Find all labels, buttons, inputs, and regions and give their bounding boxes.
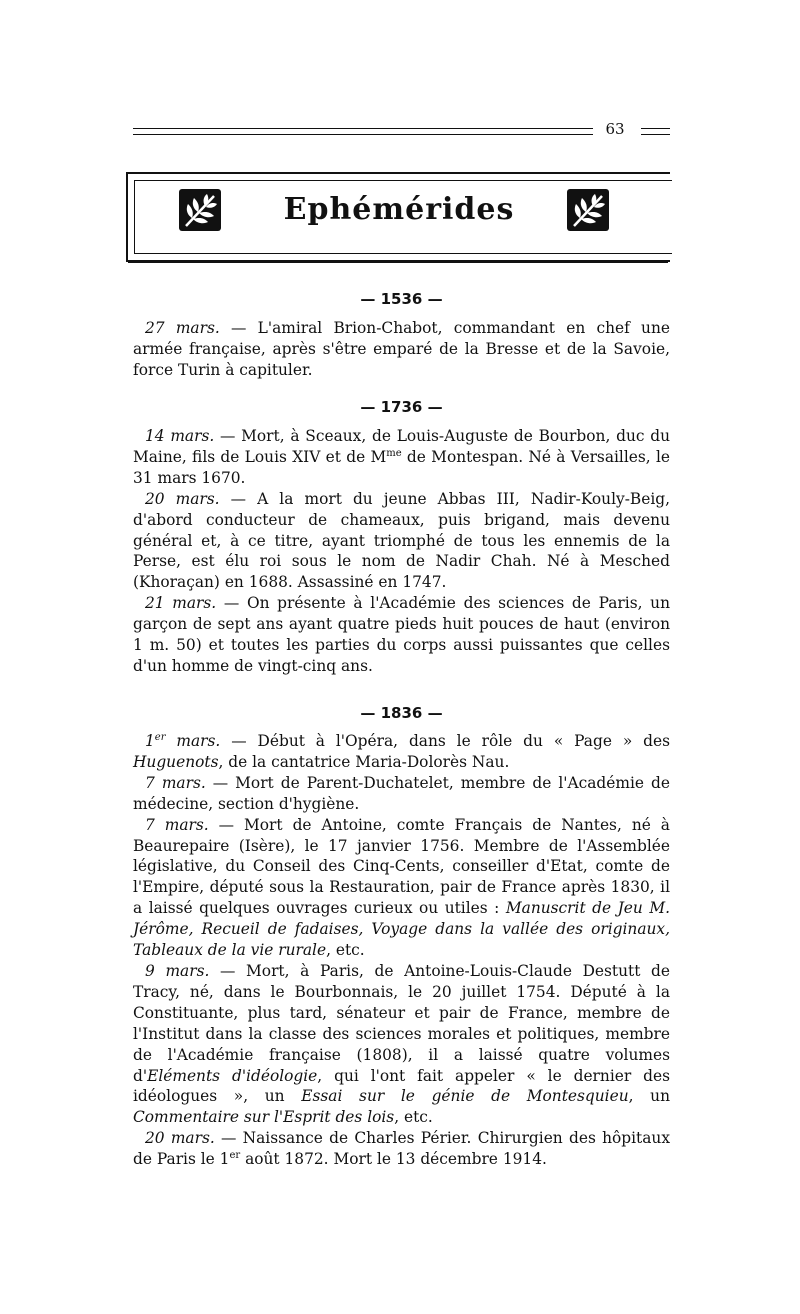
section-1736	[133, 426, 670, 677]
work-title: Commentaire sur l'Esprit des lois	[133, 1108, 395, 1127]
work-title: Huguenots	[133, 752, 219, 771]
entry-date: 14 mars.	[145, 427, 215, 445]
entry-text: , etc.	[326, 941, 365, 960]
entry-text: de Montespan. Né à Versailles, le 31 mars 1670.	[133, 447, 670, 487]
entry-text: , de la cantatrice Maria-Dolorès Nau.	[218, 752, 510, 771]
entry	[133, 731, 670, 773]
page-title: Ephémérides	[283, 192, 515, 227]
entry-text: — Naissance de Charles Périer. Chirurgien des hôpitaux de Paris le 1	[133, 1129, 670, 1169]
year-heading: — 1736 —	[360, 398, 443, 416]
section-1836	[133, 731, 670, 1170]
entry-date: 20 mars.	[145, 1129, 215, 1148]
entry-text: — Mort de Antoine, comte Français de Nantes, né à Beaurepaire (Isère), le 17 janvier 1756. Membre de l'Assemblée législative, du Conseil des Cinq-Cents, conseiller d'Etat, comte de l'Empire, député sous la Restauration, pair de France après 1830, il a laissé quelques ouvrages curieux ou utiles :	[133, 815, 670, 918]
entry-date: 9 mars.	[145, 961, 210, 980]
entry-text: — Mort, à Sceaux, de Louis-Auguste de Bourbon, duc du Maine, fils de Louis XIV et de M	[133, 427, 670, 466]
entry-date: 7 mars.	[145, 773, 206, 792]
entry-date: 20 mars.	[145, 489, 220, 508]
entry-date: 7 mars.	[145, 815, 209, 834]
entry	[133, 815, 670, 961]
entry	[133, 426, 670, 489]
section-1536	[133, 318, 670, 381]
banner-underline	[128, 262, 668, 263]
entry-text: — On présente à l'Académie des sciences de Paris, un garçon de sept ans ayant quatre pieds huit pouces de haut (environ 1 m. 50) et toutes les parties du corps aussi puissantes que celles d'un homme de vingt-cinq ans.	[133, 594, 670, 675]
entry-date: 27 mars.	[145, 319, 220, 337]
entry-text: — Mort de Parent-Duchatelet, membre de l'Académie de médecine, section d'hygiène.	[133, 773, 670, 813]
entry-date: 1er mars.	[145, 731, 221, 750]
header-rule	[133, 126, 670, 146]
year-heading: — 1536 —	[360, 290, 443, 308]
year-heading: — 1836 —	[360, 704, 443, 722]
entry-superscript: er	[229, 1150, 241, 1161]
entry	[133, 489, 670, 594]
entry-text: , etc.	[394, 1108, 433, 1127]
entry-text: — L'amiral Brion-Chabot, commandant en chef une armée française, après s'être emparé de la Bresse et de la Savoie, force Turin à capituler.	[133, 319, 670, 379]
entry-date: 21 mars.	[145, 594, 217, 613]
work-title: Manuscrit de Jeu M. Jérôme, Recueil de fadaises, Voyage dans la vallée des originaux, Tableaux de la vie rurale	[133, 899, 670, 960]
entry-text: , qui l'ont fait appeler « le dernier des idéologues », un	[133, 1066, 670, 1106]
entry-text: — A la mort du jeune Abbas III, Nadir-Kouly-Beig, d'abord conducteur de chameaux, puis brigand, mais devenu général et, à ce titre, ayant triomphé de tous les ennemis de la Perse, est élu roi sous le nom de Nadir Chah. Né à Mesched (Khoraçan) en 1688. Assassiné en 1747.	[133, 489, 670, 592]
work-title: Essai sur le génie de Montesquieu	[301, 1087, 629, 1106]
entry-text: — Mort, à Paris, de Antoine-Louis-Claude Destutt de Tracy, né, dans le Bourbonnais, le 20 juillet 1754. Député à la Constituante, plus tard, sénateur et pair de France, membre de l'Institut dans la classe des sciences morales et politiques, membre de l'Académie française (1808), il a laissé quatre volumes d'	[133, 961, 670, 1085]
page-number: 63	[597, 120, 633, 138]
entry-text: août 1872. Mort le 13 décembre 1914.	[240, 1150, 547, 1169]
work-title: Eléments d'idéologie	[147, 1066, 318, 1085]
entry	[133, 773, 670, 815]
entry-superscript: me	[386, 447, 402, 459]
entry	[133, 593, 670, 677]
entry	[133, 961, 670, 1128]
entry-text: — Début à l'Opéra, dans le rôle du « Page » des	[220, 732, 671, 750]
entry	[133, 318, 670, 381]
leaf-ornament-icon	[566, 188, 610, 232]
entry	[133, 1128, 670, 1170]
entry-text: , un	[628, 1087, 670, 1106]
title-banner	[126, 172, 670, 262]
